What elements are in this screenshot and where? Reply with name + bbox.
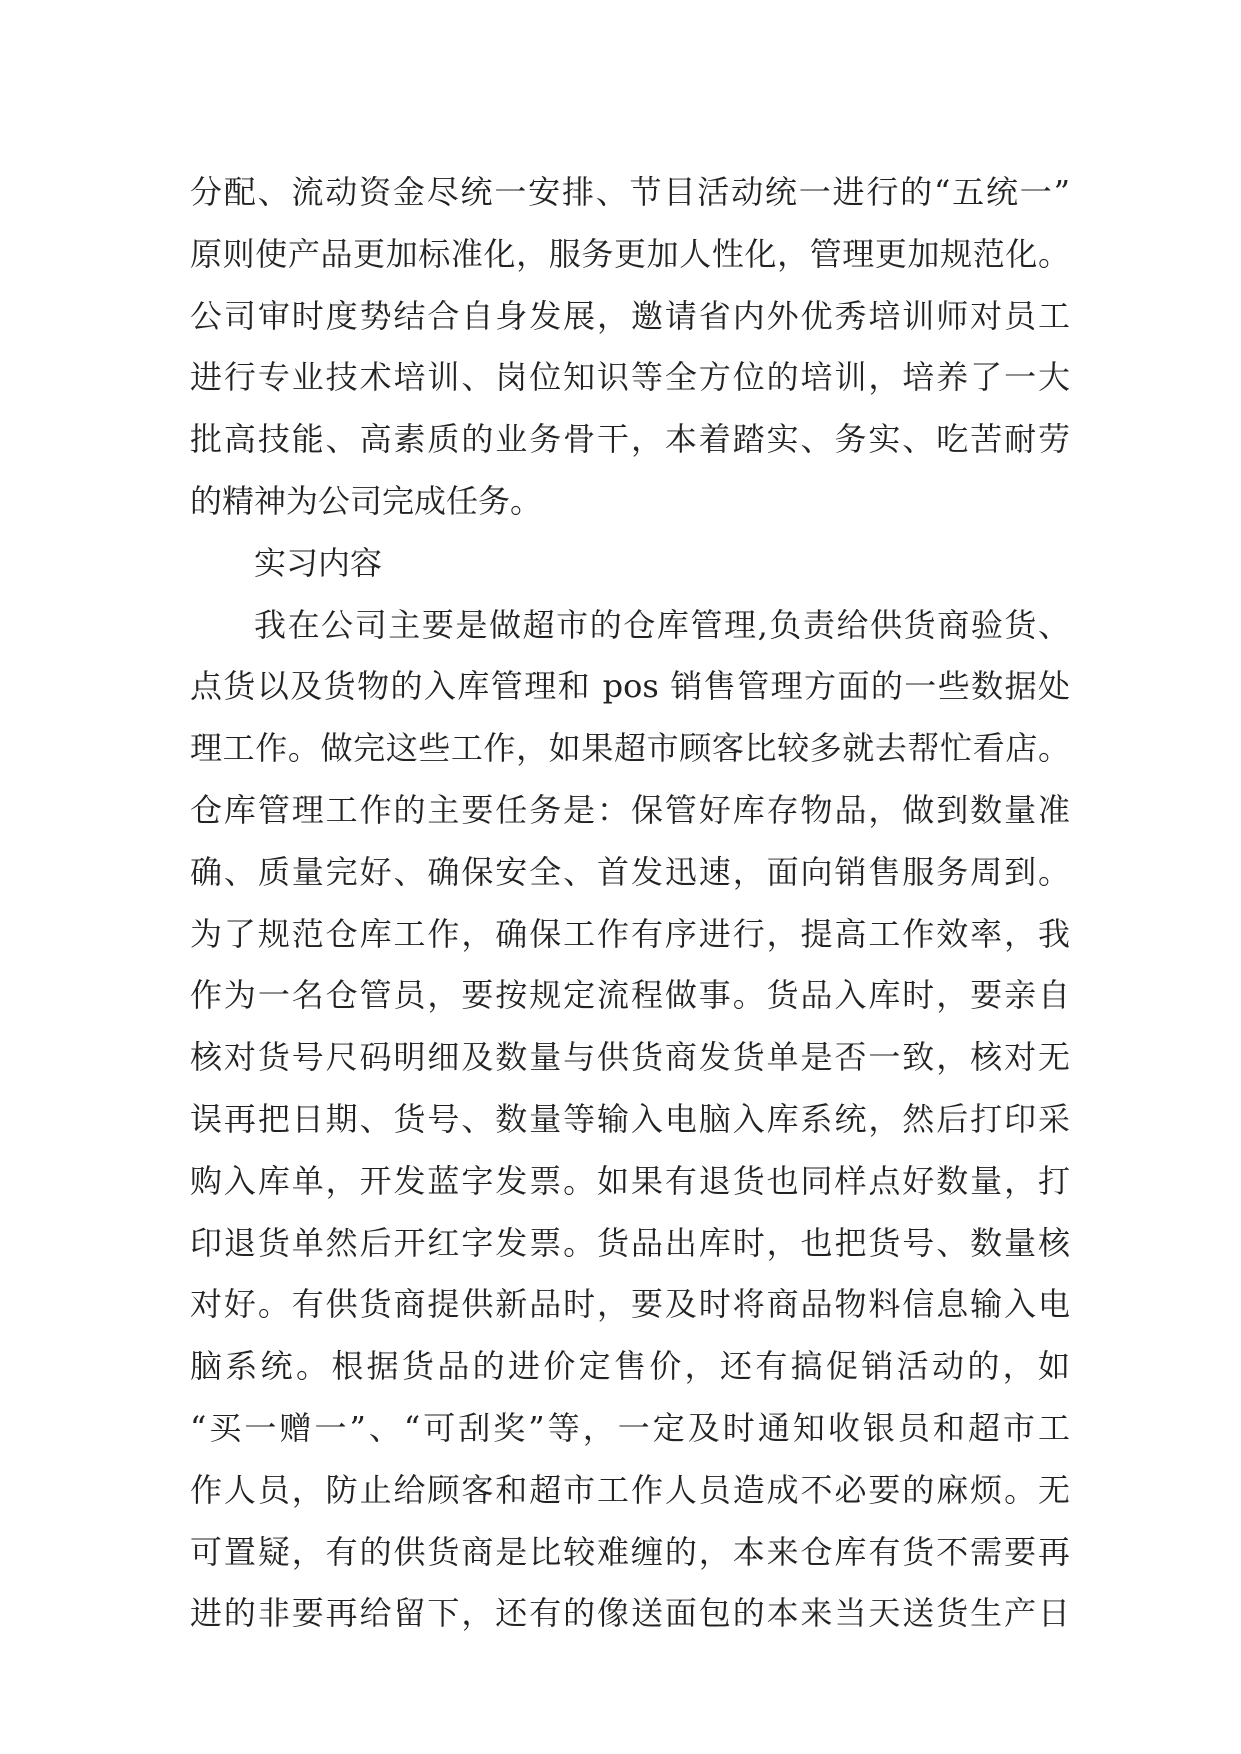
paragraph-company-intro	[190, 162, 1070, 533]
text-line: 原则使产品更加标准化，服务更加人性化，管理更加规范化。	[190, 234, 1070, 273]
text-line: 批高技能、高素质的业务骨干，本着踏实、务实、吃苦耐劳	[190, 420, 1070, 459]
text-line: 进的非要再给留下，还有的像送面包的本来当天送货生产日	[190, 1594, 1070, 1633]
text-line: 作人员，防止给顾客和超市工作人员造成不必要的麻烦。无	[190, 1470, 1070, 1509]
text-line: 印退货单然后开红字发票。货品出库时，也把货号、数量核	[190, 1223, 1070, 1262]
text-line: 对好。有供货商提供新品时，要及时将商品物料信息输入电	[190, 1285, 1070, 1324]
text-line: 作为一名仓管员，要按规定流程做事。货品入库时，要亲自	[190, 976, 1070, 1015]
section-heading: 实习内容	[254, 543, 383, 582]
text-line: 分配、流动资金尽统一安排、节目活动统一进行的“五统一”	[190, 173, 1070, 211]
text-line: 点货以及货物的入库管理和 pos 销售管理方面的一些数据处	[190, 667, 1070, 706]
text-line: 可置疑，有的供货商是比较难缠的，本来仓库有货不需要再	[190, 1532, 1070, 1571]
text-line: 核对货号尺码明细及数量与供货商发货单是否一致，核对无	[190, 1038, 1070, 1077]
paragraph-internship-content	[190, 595, 1070, 1646]
text-line: 购入库单，开发蓝字发票。如果有退货也同样点好数量，打	[190, 1161, 1070, 1200]
document-body	[190, 162, 1070, 1645]
text-line: 误再把日期、货号、数量等输入电脑入库系统，然后打印采	[190, 1099, 1070, 1138]
text-line: 理工作。做完这些工作，如果超市顾客比较多就去帮忙看店。	[190, 729, 1070, 768]
text-line: 脑系统。根据货品的进价定售价，还有搞促销活动的，如	[190, 1347, 1070, 1386]
text-line: 的精神为公司完成任务。	[190, 481, 543, 520]
text-line: 我在公司主要是做超市的仓库管理,负责给供货商验货、	[254, 605, 1070, 644]
text-line: 进行专业技术培训、岗位知识等全方位的培训，培养了一大	[190, 358, 1070, 397]
text-line: “买一赠一”、“可刮奖”等，一定及时通知收银员和超市工	[190, 1408, 1070, 1447]
text-line: 公司审时度势结合自身发展，邀请省内外优秀培训师对员工	[190, 296, 1070, 335]
text-line: 仓库管理工作的主要任务是：保管好库存物品，做到数量准	[190, 790, 1070, 829]
text-line: 确、质量完好、确保安全、首发迅速，面向销售服务周到。	[190, 852, 1070, 891]
text-line: 为了规范仓库工作，确保工作有序进行，提高工作效率，我	[190, 914, 1070, 953]
